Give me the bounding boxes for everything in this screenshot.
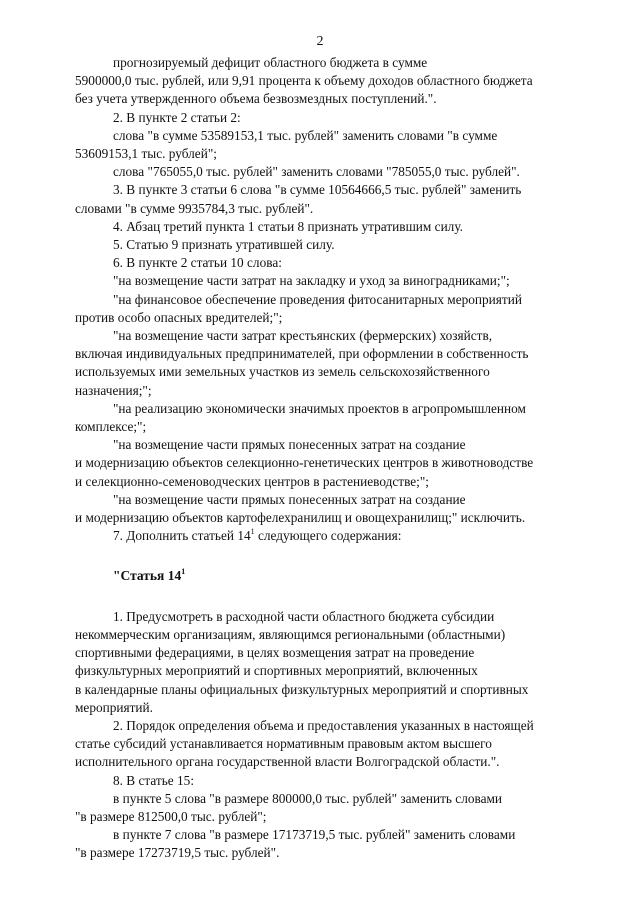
text-line: "на возмещение части прямых понесенных затрат на создание xyxy=(113,491,466,507)
text-line: используемых ими земельных участков из земель сельскохозяйственного xyxy=(75,364,490,380)
text-line: комплексе;"; xyxy=(75,419,147,435)
text-line: слова "765055,0 тыс. рублей" заменить словами "785055,0 тыс. рублей". xyxy=(113,164,520,180)
text-line: "на финансовое обеспечение проведения фитосанитарных мероприятий xyxy=(113,291,522,307)
text-line: в пункте 7 слова "в размере 17173719,5 тыс. рублей" заменить словами xyxy=(113,827,516,843)
text-line: спортивными федерациями, в целях возмещения затрат на проведение xyxy=(75,645,475,661)
text-line: 2. В пункте 2 статьи 2: xyxy=(113,109,241,125)
text-line: 1. Предусмотреть в расходной части областного бюджета субсидии xyxy=(113,608,495,624)
text-line xyxy=(75,527,603,545)
text-line: 6. В пункте 2 статьи 10 слова: xyxy=(113,255,282,271)
text-fragment: следующего содержания: xyxy=(254,528,402,544)
text-line: в пункте 5 слова "в размере 800000,0 тыс. рублей" заменить словами xyxy=(113,790,503,806)
text-line: "на возмещение части затрат на закладку и уход за виноградниками;"; xyxy=(113,273,510,289)
text-line: "на реализацию экономически значимых проектов в агропромышленном xyxy=(113,400,526,416)
page-number: 2 xyxy=(316,34,324,49)
text-line: слова "в сумме 53589153,1 тыс. рублей" заменить словами "в сумме xyxy=(113,127,498,143)
text-line: против особо опасных вредителей;"; xyxy=(75,309,283,325)
text-line: мероприятий. xyxy=(75,699,153,715)
text-line: и модернизацию объектов селекционно-генетических центров в животноводстве xyxy=(75,455,534,471)
text-line: и модернизацию объектов картофелехранилищ и овощехранилищ;" исключить. xyxy=(75,510,526,526)
text-line: назначения;"; xyxy=(75,382,152,398)
superscript: 1 xyxy=(250,527,255,537)
text-line: 8. В статье 15: xyxy=(113,772,195,788)
text-line: и селекционно-семеноводческих центров в растениеводстве;"; xyxy=(75,473,429,489)
text-line: 53609153,1 тыс. рублей"; xyxy=(75,146,217,162)
text-line: физкультурных мероприятий и спортивных мероприятий, включенных xyxy=(75,663,478,679)
article-title xyxy=(75,567,603,585)
article-title-text: "Статья 14 xyxy=(113,568,182,584)
text-line: исполнительного органа государственной власти Волгоградской области.". xyxy=(75,754,500,770)
text-line: без учета утвержденного объема безвозмездных поступлений.". xyxy=(75,91,437,107)
text-fragment: 7. Дополнить статьей 14 xyxy=(113,528,251,544)
text-line: 4. Абзац третий пункта 1 статьи 8 признать утратившим силу. xyxy=(113,218,463,234)
text-line: 5900000,0 тыс. рублей, или 9,91 процента к объему доходов областного бюджета xyxy=(75,73,533,89)
document-body xyxy=(75,54,603,863)
text-line: словами "в сумме 9935784,3 тыс. рублей". xyxy=(75,200,314,216)
text-line: "на возмещение части прямых понесенных затрат на создание xyxy=(113,437,466,453)
superscript: 1 xyxy=(181,567,186,577)
text-line: 3. В пункте 3 статьи 6 слова "в сумме 10564666,5 тыс. рублей" заменить xyxy=(113,182,522,198)
text-line: 5. Статью 9 признать утратившей силу. xyxy=(113,237,335,253)
text-line: "в размере 812500,0 тыс. рублей"; xyxy=(75,808,267,824)
text-line: "на возмещение части затрат крестьянских (фермерских) хозяйств, xyxy=(113,328,493,344)
text-line: "в размере 17273719,5 тыс. рублей". xyxy=(75,845,280,861)
text-line: включая индивидуальных предпринимателей, при оформлении в собственность xyxy=(75,346,529,362)
text-line: некоммерческим организациям, являющимся региональными (областными) xyxy=(75,626,506,642)
text-line: прогнозируемый дефицит областного бюджета в сумме xyxy=(113,55,428,70)
text-line: в календарные планы официальных физкультурных мероприятий и спортивных xyxy=(75,681,529,697)
text-line: 2. Порядок определения объема и предоставления указанных в настоящей xyxy=(113,717,534,733)
text-line: статье субсидий устанавливается нормативным правовым актом высшего xyxy=(75,736,492,752)
